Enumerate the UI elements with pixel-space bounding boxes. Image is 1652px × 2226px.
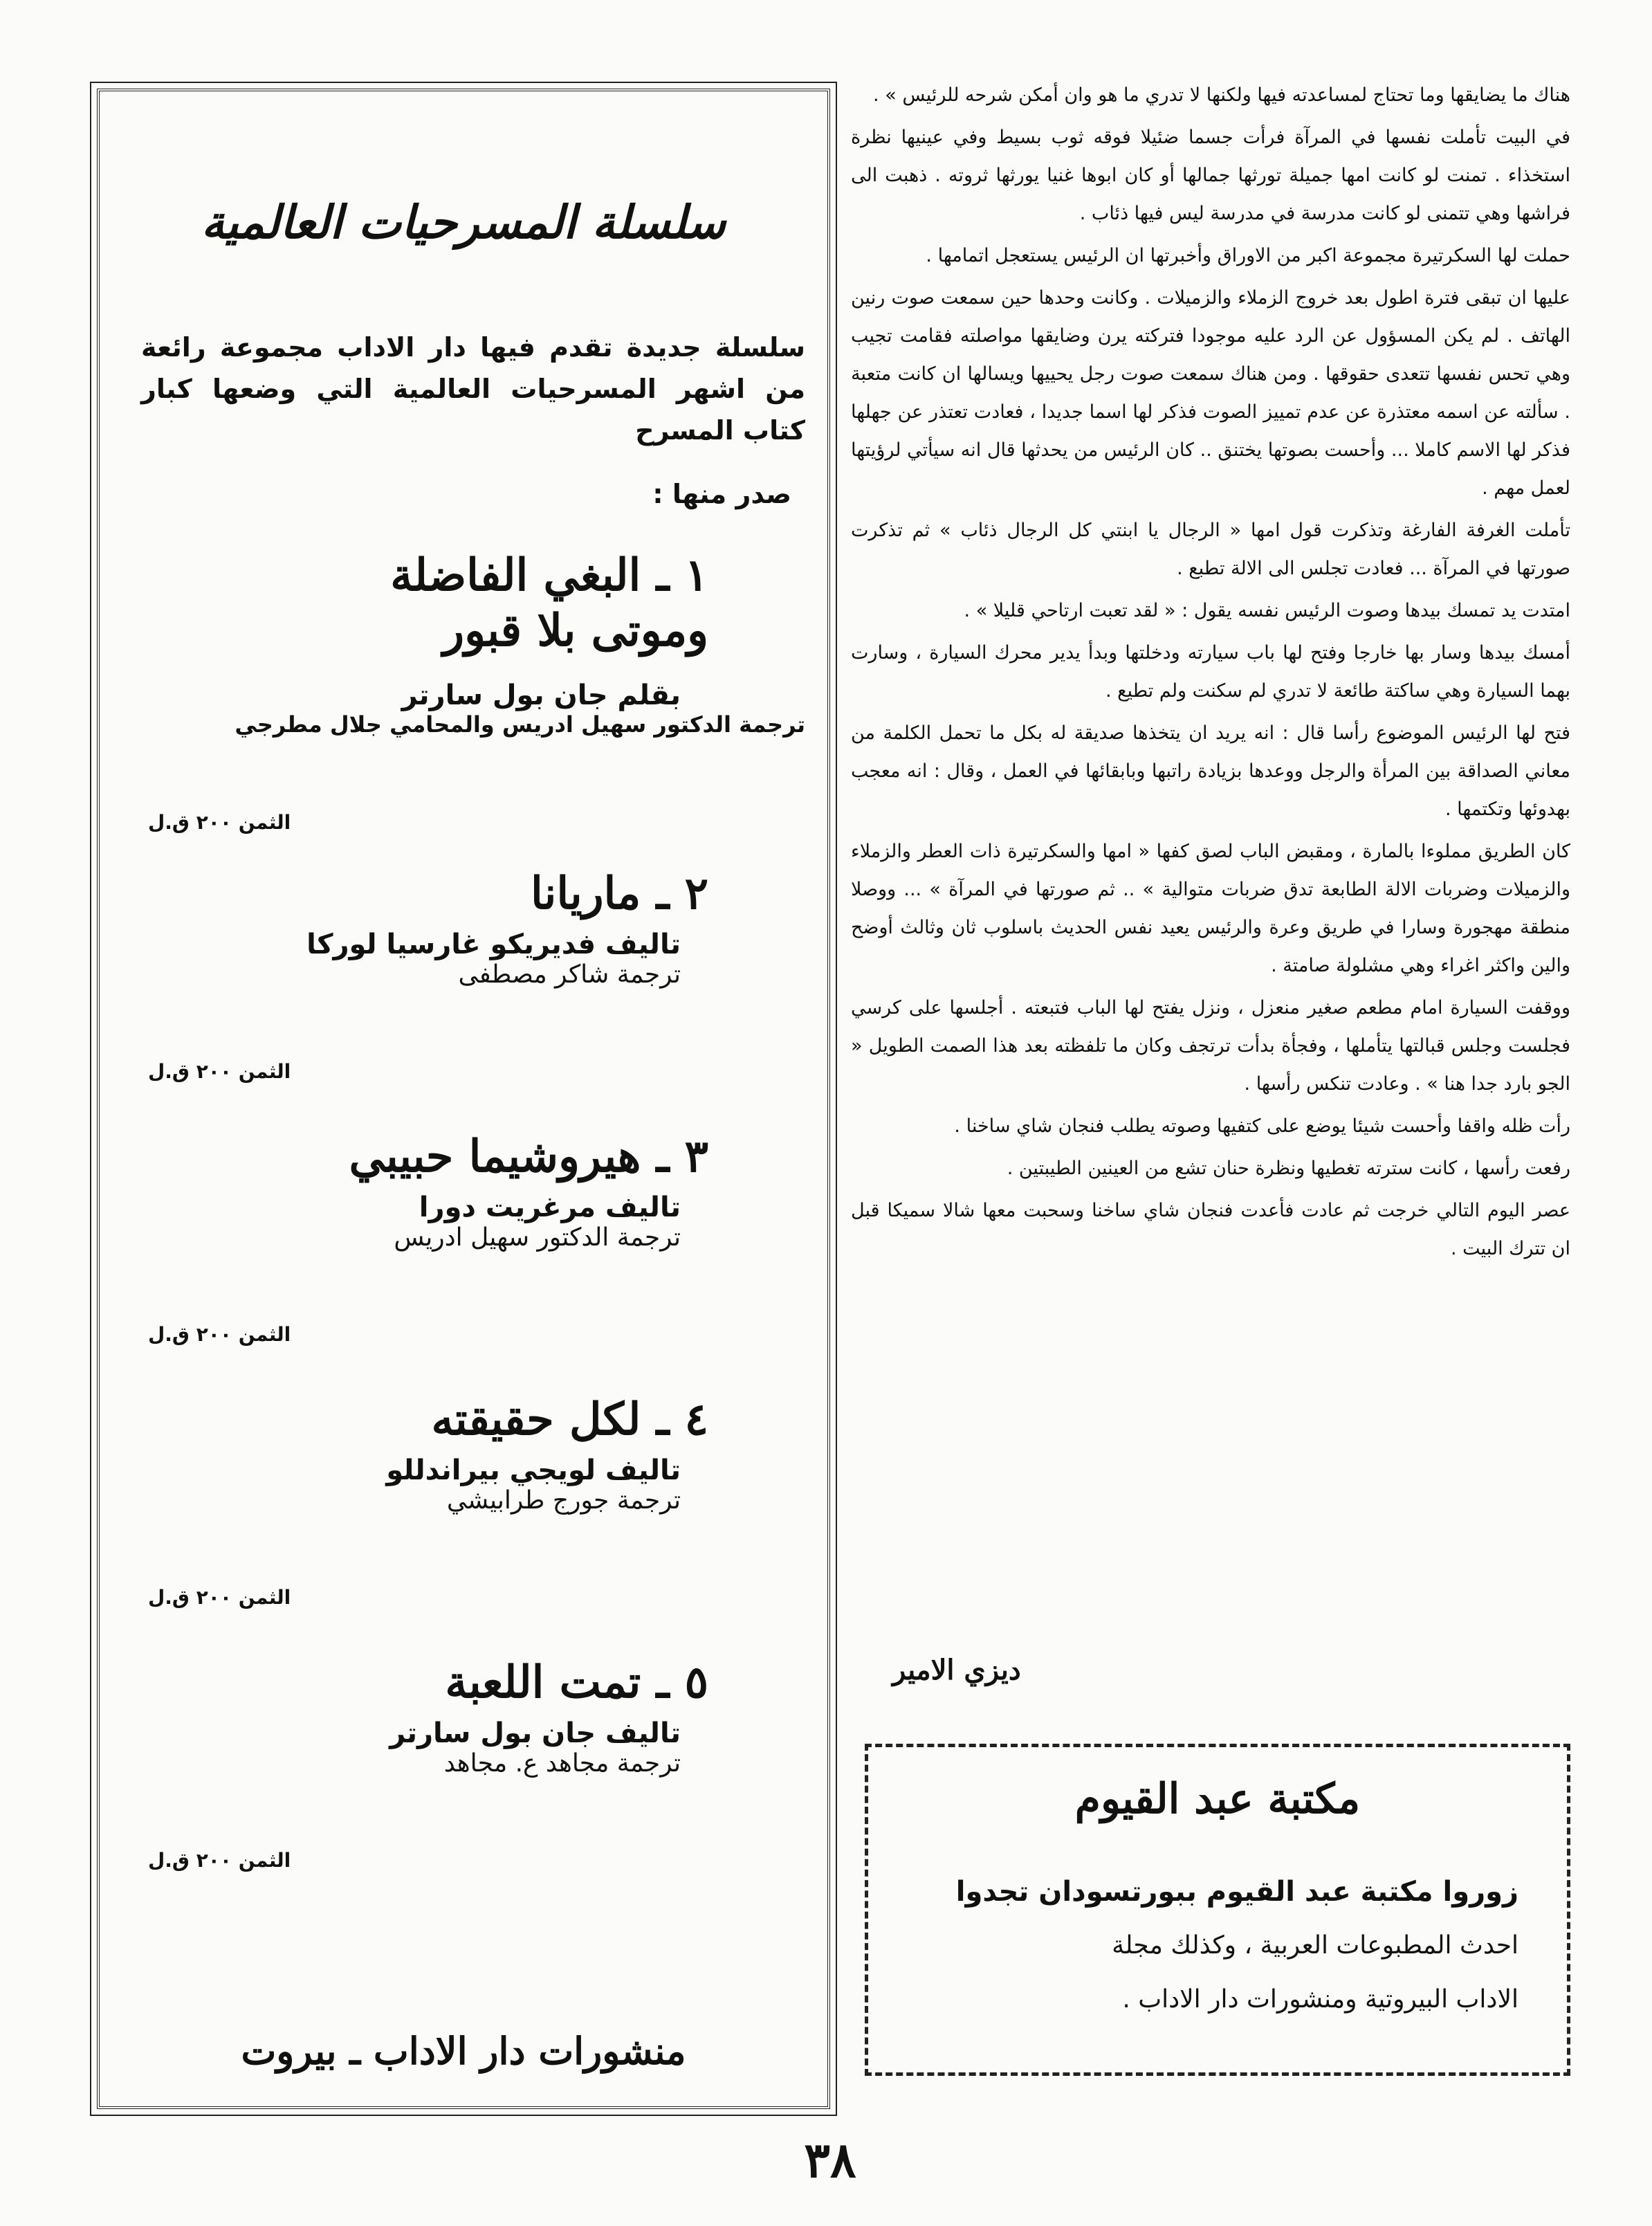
story-paragraph: امتدت يد تمسك بيدها وصوت الرئيس نفسه يقول : « لقد تعبت ارتاحي قليلا » . bbox=[964, 600, 1570, 621]
story-paragraph: عصر اليوم التالي خرجت ثم عادت فأعدت فنجان شاي ساخنا وسحبت معها شالا سميكا قبل ان تترك البيت . bbox=[851, 1200, 1570, 1259]
book-author: تاليف مرغريت دورا bbox=[419, 1192, 681, 1223]
story-paragraph: عليها ان تبقى فترة اطول بعد خروج الزملاء والزميلات . وكانت وحدها حين سمعت صوت رنين الهاتف . لم يكن المسؤول عن الرد عليه موجودا فتركته يرن وضايقها مواصلته فقامت تجيب وهي تحس نفسها تتعدى حقوقها . ومن هناك سمعت صوت رجل يحييها ويسالها ان كانت متعبة . سألته عن اسمه معتذرة عن عدم تمييز الصوت فذكر لها اسما جديدا ، فعادت تعتذر عن جهلها فذكر لها الاسم كاملا ... وأحست بصوتها يختنق .. كان الرئيس من يحدثها قال انه سيأتي لرؤيتها لعمل مهم . bbox=[851, 287, 1570, 499]
book-translator: ترجمة جورج طرابيشي bbox=[446, 1486, 681, 1515]
book-price: الثمن ٢٠٠ ق.ل bbox=[148, 811, 291, 834]
book-price: الثمن ٢٠٠ ق.ل bbox=[148, 1323, 291, 1346]
story-paragraph: في البيت تأملت نفسها في المرآة فرأت جسما ضئيلا فوقه ثوب بسيط وفي عينيها نظرة استخذاء . تمنت لو كانت امها جميلة تورثها جمالها أو كان ابوها غنيا يورثها ثروته . ذهبت الى فراشها وهي تتمنى لو كانت مدرسة في مدرسة ليس فيها ذئاب . bbox=[851, 127, 1570, 224]
bookshop-line: احدث المطبوعات العربية ، وكذلك مجلة bbox=[1112, 1931, 1518, 1960]
book-translator: ترجمة شاكر مصطفى bbox=[458, 960, 681, 989]
book-title: ١ ـ البغي الفاضلة bbox=[390, 549, 708, 601]
story-author: ديزي الامير bbox=[892, 1654, 1021, 1686]
story-paragraph: حملت لها السكرتيرة مجموعة اكبر من الاوراق وأخبرتها ان الرئيس يستعجل اتمامها . bbox=[926, 245, 1570, 266]
series-advertisement bbox=[97, 89, 830, 2109]
book-author: تاليف لويجي بيراندللو bbox=[386, 1454, 681, 1486]
bookshop-line: زوروا مكتبة عبد القيوم ببورتسودان تجدوا bbox=[955, 1876, 1518, 1908]
book-title: ٥ ـ تمت اللعبة bbox=[445, 1657, 708, 1708]
issued-label: صدر منها : bbox=[652, 479, 791, 509]
story-paragraph: كان الطريق مملوءا بالمارة ، ومقبض الباب لصق كفها « امها والسكرتيرة ذات العطر والزملاء والزميلات وضربات الالة الطابعة تدق ضربات متوالية » .. ثم صورتها في المرآة » ... ووصلا منطقة مهجورة وسارا في طريق وعرة والرئيس يعيد نفس الحديث باسلوب ثان وثالث أوضح والين واكثر اغراء وهي مشلولة صامتة . bbox=[851, 841, 1570, 976]
book-author: تاليف جان بول سارتر bbox=[389, 1717, 681, 1749]
book-entry bbox=[148, 866, 805, 989]
publisher-line: منشورات دار الاداب ـ بيروت bbox=[241, 2029, 686, 2073]
book-price: الثمن ٢٠٠ ق.ل bbox=[148, 1060, 291, 1083]
story-paragraph: أمسك بيدها وسار بها خارجا وفتح لها باب سيارته ودخلتها وبدأ يدير محرك السيارة ، وسارت بهما السيارة وهي ساكتة طائعة لا تدري لم سكنت ولم تطيع . bbox=[851, 642, 1570, 702]
page-number: ٣٨ bbox=[804, 2131, 856, 2189]
story-paragraph: ووقفت السيارة امام مطعم صغير منعزل ، ونزل يفتح لها الباب فتبعته . أجلسها على كرسي فجلست وجلس قبالتها يتأملها ، وفجأة بدأت ترتجف وكان ما تلفظته بعد هذا الصمت الطويل « الجو بارد جدا هنا » . وعادت تنكس رأسها . bbox=[851, 997, 1570, 1095]
book-entry bbox=[148, 1655, 805, 1778]
book-price: الثمن ٢٠٠ ق.ل bbox=[148, 1586, 291, 1609]
book-entry bbox=[148, 548, 805, 738]
story-paragraph: رفعت رأسها ، كانت سترته تغطيها ونظرة حنان تشع من العينين الطيبتين . bbox=[1007, 1158, 1570, 1179]
bookshop-advertisement bbox=[865, 1744, 1570, 2076]
story-paragraph: تأملت الغرفة الفارغة وتذكرت قول امها « الرجال يا ابنتي كل الرجال ذئاب » ثم تذكرت صورتها في المرآة ... فعادت تجلس الى الالة تطبع . bbox=[851, 520, 1570, 579]
series-intro: سلسلة جديدة تقدم فيها دار الاداب مجموعة رائعة من اشهر المسرحيات العالمية التي وضعها كبار كتاب المسرح bbox=[141, 332, 805, 446]
book-translator: ترجمة الدكتور سهيل ادريس bbox=[394, 1223, 681, 1252]
bookshop-text bbox=[924, 1865, 1518, 2027]
bookshop-name: مكتبة عبد القيوم bbox=[1074, 1775, 1361, 1823]
book-author: بقلم جان بول سارتر bbox=[401, 679, 681, 711]
book-translator: ترجمة مجاهد ع. مجاهد bbox=[443, 1749, 681, 1778]
book-title: ٤ ـ لكل حقيقته bbox=[431, 1394, 708, 1445]
book-entry bbox=[148, 1392, 805, 1515]
story-column bbox=[851, 76, 1570, 1723]
book-price: الثمن ٢٠٠ ق.ل bbox=[148, 1849, 291, 1872]
book-entry bbox=[148, 1129, 805, 1252]
bookshop-line: الاداب البيروتية ومنشورات دار الاداب . bbox=[1122, 1985, 1518, 2014]
story-paragraph: فتح لها الرئيس الموضوع رأسا قال : انه يريد ان يتخذها صديقة له بكل ما تحمل الكلمة من معاني الصداقة بين المرأة والرجل ووعدها بزيادة راتبها وبابقائها في العمل ، وقال : انه معجب بهدوئها وتكتمها . bbox=[851, 722, 1570, 820]
story-paragraph: رأت ظله واقفا وأحست شيئا يوضع على كتفيها وصوته يطلب فنجان شاي ساخنا . bbox=[954, 1115, 1570, 1137]
book-title: ٢ ـ ماريانا bbox=[531, 868, 708, 920]
book-title: ٣ ـ هيروشيما حبيبي bbox=[349, 1131, 708, 1183]
book-translator: ترجمة الدكتور سهيل ادريس والمحامي جلال مطرجي bbox=[235, 711, 805, 738]
story-paragraph: هناك ما يضايقها وما تحتاج لمساعدته فيها ولكنها لا تدري ما هو وان أمكن شرحه للرئيس » . bbox=[873, 84, 1570, 106]
book-title-line2: وموتى بلا قبور bbox=[443, 605, 708, 657]
series-title: سلسلة المسرحيات العالمية bbox=[201, 195, 726, 249]
book-author: تاليف فديريكو غارسيا لوركا bbox=[306, 929, 681, 960]
